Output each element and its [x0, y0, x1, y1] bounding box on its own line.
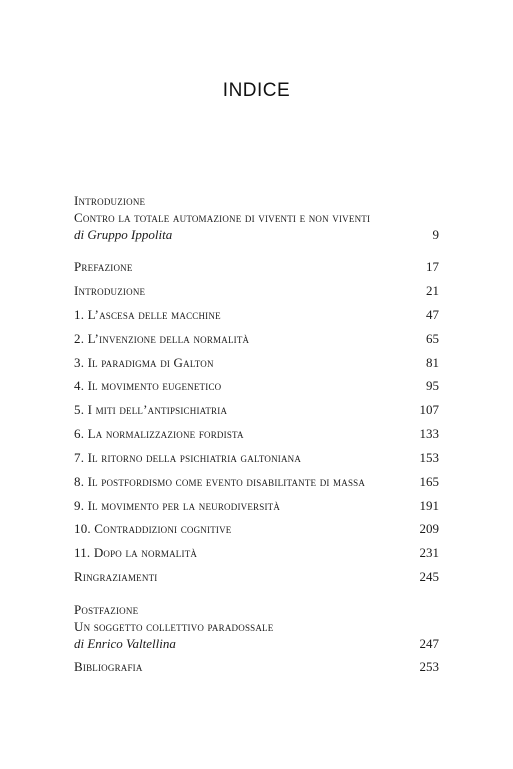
- toc-intro-author: [74, 226, 439, 244]
- toc-entry-label: 6. La normalizzazione fordista: [74, 426, 244, 441]
- toc-entry-label: 2. L’invenzione della normalità: [74, 331, 250, 346]
- toc-entry-page: 245: [419, 569, 439, 584]
- toc-entry-page: 107: [419, 402, 439, 417]
- toc-entry: [74, 497, 439, 515]
- toc-entry-page: 231: [419, 545, 439, 560]
- toc-entry: [74, 473, 439, 491]
- toc-postface-page: 247: [419, 636, 439, 651]
- toc-bibliography: [74, 658, 439, 676]
- toc-intro-page: 9: [432, 227, 439, 242]
- toc-entry-page: 21: [426, 283, 439, 298]
- toc-entry: [74, 568, 439, 586]
- toc-entry: [74, 306, 439, 324]
- toc-intro-heading: Introduzione: [74, 193, 146, 208]
- toc-entry-page: 165: [419, 474, 439, 489]
- toc-entry-label: Ringraziamenti: [74, 569, 158, 584]
- toc-entry-label: 8. Il postfordismo come evento disabilitante di massa: [74, 474, 366, 489]
- toc-entry-label: 7. Il ritorno della psichiatria galtoniana: [74, 450, 302, 465]
- toc-entry-label: 4. Il movimento eugenetico: [74, 378, 222, 393]
- toc-entry: [74, 520, 439, 538]
- toc-entry-label: 3. Il paradigma di Galton: [74, 355, 214, 370]
- toc-bibliography-label: Bibliografia: [74, 659, 143, 674]
- toc-entry-page: 95: [426, 378, 439, 393]
- toc-intro-author-text: di Gruppo Ippolita: [74, 227, 173, 242]
- table-of-contents: [74, 0, 439, 769]
- toc-entry: [74, 330, 439, 348]
- toc-entry-page: 191: [419, 498, 439, 513]
- toc-entry: [74, 401, 439, 419]
- toc-intro-subtitle: Contro la totale automazione di viventi e non viventi: [74, 210, 371, 225]
- toc-entry-label: Introduzione: [74, 283, 146, 298]
- toc-entry: [74, 377, 439, 395]
- toc-entry: [74, 425, 439, 443]
- toc-entry-page: 209: [419, 521, 439, 536]
- toc-entry: [74, 354, 439, 372]
- toc-entry-page: 65: [426, 331, 439, 346]
- toc-entry-page: 133: [419, 426, 439, 441]
- toc-entry-page: 47: [426, 307, 439, 322]
- toc-postface-heading: Postfazione: [74, 602, 139, 617]
- toc-bibliography-page: 253: [419, 659, 439, 674]
- toc-postface-author-text: di Enrico Valtellina: [74, 636, 176, 651]
- toc-entry-page: 81: [426, 355, 439, 370]
- toc-entry-label: 10. Contraddizioni cognitive: [74, 521, 232, 536]
- page-title: INDICE: [222, 80, 291, 101]
- toc-entry: [74, 449, 439, 467]
- toc-entry: [74, 544, 439, 562]
- toc-entry-page: 153: [419, 450, 439, 465]
- toc-entry-label: Prefazione: [74, 259, 133, 274]
- toc-entry: [74, 282, 439, 300]
- toc-entry-page: 17: [426, 259, 439, 274]
- toc-entry: [74, 258, 439, 276]
- toc-entry-label: 9. Il movimento per la neurodiversità: [74, 498, 281, 513]
- toc-entry-label: 5. I miti dell’antipsichiatria: [74, 402, 228, 417]
- toc-postface-subtitle: Un soggetto collettivo paradossale: [74, 619, 274, 634]
- toc-entry-label: 11. Dopo la normalità: [74, 545, 198, 560]
- toc-entry-label: 1. L’ascesa delle macchine: [74, 307, 221, 322]
- toc-postface-author: [74, 635, 439, 653]
